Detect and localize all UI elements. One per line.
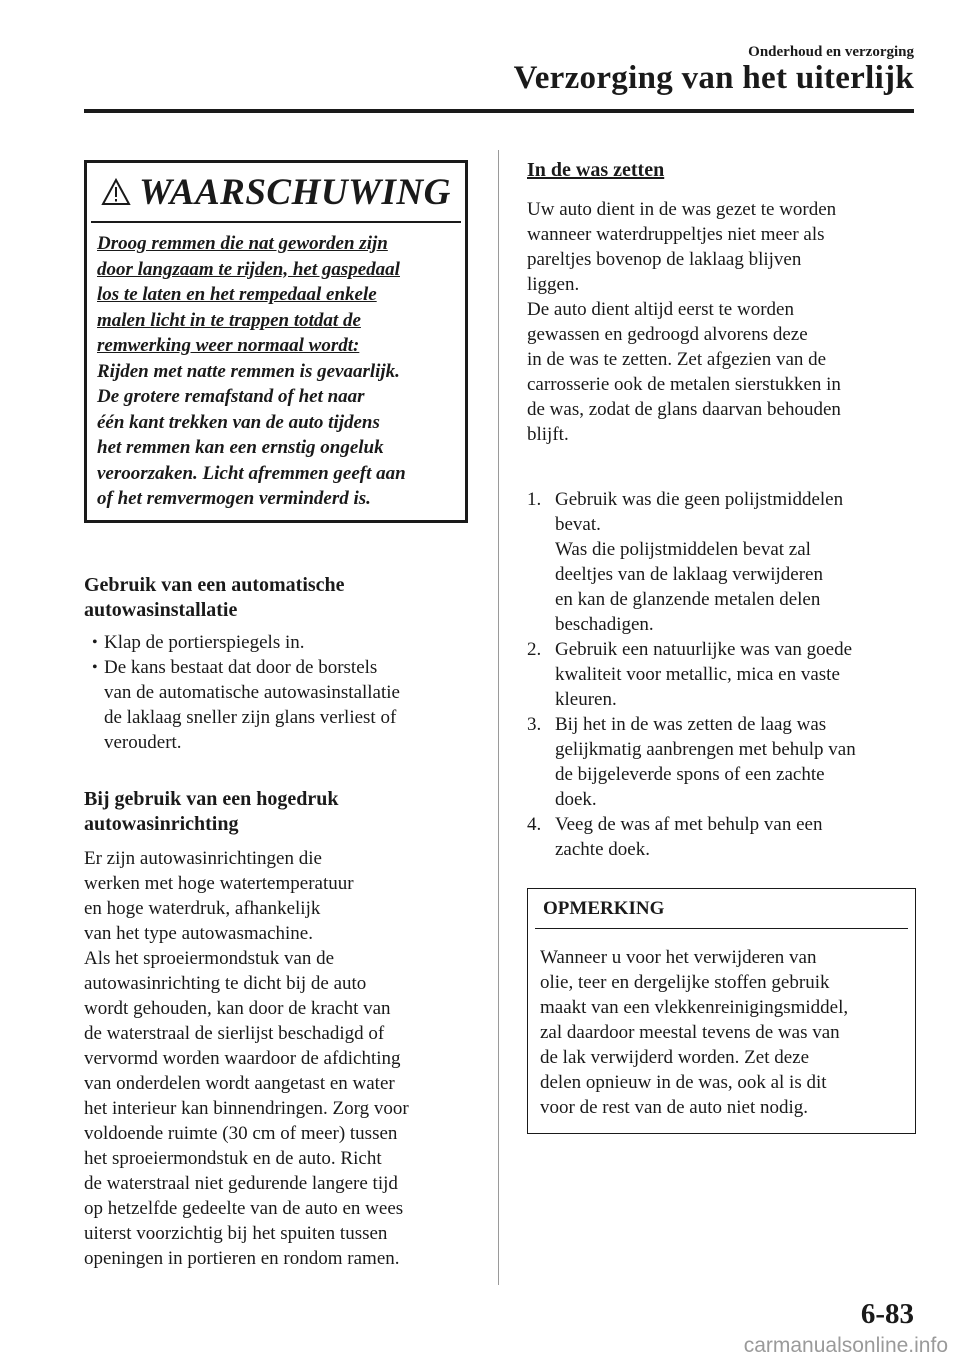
- note-line: voor de rest van de auto niet nodig.: [540, 1097, 809, 1118]
- heading-line: Bij gebruik van een hogedruk: [84, 788, 339, 810]
- watermark: carmanualsonline.info: [743, 1334, 948, 1357]
- paragraph-line: vervormd worden waardoor de afdichting: [84, 1048, 401, 1069]
- warning-line: Rijden met natte remmen is gevaarlijk.: [97, 360, 400, 382]
- warning-body: [87, 223, 465, 512]
- step-line: kwaliteit voor metallic, mica en vaste: [555, 664, 840, 685]
- paragraph-line: autowasinrichting te dicht bij de auto: [84, 973, 367, 994]
- bullet-line: veroudert.: [104, 732, 182, 753]
- list-item: [84, 630, 474, 655]
- step-line: deeltjes van de laklaag verwijderen: [555, 564, 823, 585]
- step-line: Was die polijstmiddelen bevat zal: [555, 539, 811, 560]
- paragraph-line: de was, zodat de glans daarvan behouden: [527, 399, 841, 420]
- warning-underlined-line: remwerking weer normaal wordt:: [97, 335, 360, 356]
- auto-wash-heading: [84, 573, 474, 623]
- step-line: de bijgeleverde spons of een zachte: [555, 764, 825, 785]
- paragraph-line: voldoende ruimte (30 cm of meer) tussen: [84, 1123, 398, 1144]
- paragraph-line: wordt gehouden, kan door de kracht van: [84, 998, 391, 1019]
- page-title: Verzorging van het uiterlijk: [513, 60, 914, 96]
- warning-triangle-icon: [101, 178, 131, 206]
- step-number: 1.: [527, 489, 542, 510]
- warning-line: of het remvermogen verminderd is.: [97, 488, 371, 509]
- warning-line: De grotere remafstand of het naar: [97, 386, 365, 407]
- step-line: doek.: [555, 789, 597, 810]
- paragraph-line: op hetzelfde gedeelte van de auto en wees: [84, 1198, 404, 1219]
- step-line: en kan de glanzende metalen delen: [555, 589, 821, 610]
- warning-header: [91, 163, 461, 223]
- warning-underlined-line: malen licht in te trappen totdat de: [97, 309, 361, 331]
- bullet-line: • Klap de portierspiegels in.: [104, 632, 305, 653]
- right-column: [527, 158, 917, 1134]
- warning-line: het remmen kan een ernstig ongeluk: [97, 437, 384, 458]
- step-number: 3.: [527, 714, 542, 735]
- note-line: delen opnieuw in de was, ook al is dit: [540, 1072, 827, 1093]
- note-line: olie, teer en dergelijke stoffen gebruik: [540, 972, 830, 993]
- paragraph-line: uiterst voorzichtig bij het spuiten tussen: [84, 1223, 388, 1244]
- paragraph-line: liggen.: [527, 274, 580, 295]
- warning-underlined-line: los te laten en het rempedaal enkele: [97, 284, 377, 305]
- paragraph-line: in de was te zetten. Zet afgezien van de: [527, 349, 827, 370]
- step-line: Veeg de was af met behulp van een: [555, 814, 823, 835]
- paragraph-line: van het type autowasmachine.: [84, 923, 313, 944]
- bullet-line: de laklaag sneller zijn glans verliest of: [104, 707, 397, 728]
- paragraph-line: de waterstraal de sierlijst beschadigd of: [84, 1023, 385, 1044]
- note-title: OPMERKING: [535, 889, 908, 929]
- list-item: [527, 637, 917, 712]
- warning-line: één kant trekken van de auto tijdens: [97, 411, 380, 433]
- heading-line: Gebruik van een automatische: [84, 574, 345, 596]
- auto-wash-bullets: [84, 630, 474, 755]
- step-number: 4.: [527, 814, 542, 835]
- page-number: 6-83: [860, 1298, 914, 1330]
- waxing-heading: In de was zetten: [527, 159, 665, 181]
- waxing-intro: [527, 197, 917, 447]
- step-line: Bij het in de was zetten de laag was: [555, 714, 827, 735]
- list-item: [527, 487, 917, 637]
- note-body: [528, 929, 915, 1120]
- paragraph-line: carrosserie ook de metalen sierstukken in: [527, 374, 841, 395]
- step-line: Gebruik een natuurlijke was van goede: [555, 639, 853, 660]
- paragraph-line: van onderdelen wordt aangetast en water: [84, 1073, 395, 1094]
- list-item: [527, 812, 917, 862]
- waxing-steps: [527, 487, 917, 862]
- step-number: 2.: [527, 639, 542, 660]
- paragraph-line: blijft.: [527, 424, 569, 445]
- header-rule: [84, 109, 914, 113]
- paragraph-line: werken met hoge watertemperatuur: [84, 873, 354, 894]
- warning-line: veroorzaken. Licht afremmen geeft aan: [97, 462, 406, 484]
- paragraph-line: en hoge waterdruk, afhankelijk: [84, 898, 321, 919]
- paragraph-line: De auto dient altijd eerst te worden: [527, 299, 794, 320]
- list-item: [84, 655, 474, 755]
- step-line: gelijkmatig aanbrengen met behulp van: [555, 739, 856, 760]
- list-item: [527, 712, 917, 812]
- paragraph-line: het sproeiermondstuk en de auto. Richt: [84, 1148, 382, 1169]
- step-line: kleuren.: [555, 689, 617, 710]
- step-line: zachte doek.: [555, 839, 650, 860]
- paragraph-line: Uw auto dient in de was gezet te worden: [527, 199, 837, 220]
- left-column: [84, 160, 474, 1271]
- bullet-line: • De kans bestaat dat door de borstels: [104, 657, 378, 678]
- step-line: beschadigen.: [555, 614, 654, 635]
- header-section-label: Onderhoud en verzorging: [748, 44, 914, 60]
- paragraph-line: wanneer waterdruppeltjes niet meer als: [527, 224, 825, 245]
- note-line: maakt van een vlekkenreinigingsmiddel,: [540, 997, 849, 1018]
- warning-underlined-line: door langzaam te rijden, het gaspedaal: [97, 258, 400, 280]
- paragraph-line: de waterstraal niet gedurende langere tijd: [84, 1173, 398, 1194]
- paragraph-line: pareltjes bovenop de laklaag blijven: [527, 249, 802, 270]
- note-line: zal daardoor meestal tevens de was van: [540, 1022, 840, 1043]
- note-line: Wanneer u voor het verwijderen van: [540, 947, 817, 968]
- high-pressure-text: [84, 846, 474, 1271]
- high-pressure-heading: [84, 787, 474, 837]
- column-divider: [498, 150, 499, 1285]
- paragraph-line: Als het sproeiermondstuk van de: [84, 948, 335, 969]
- step-line: bevat.: [555, 514, 601, 535]
- warning-underlined-line: Droog remmen die nat geworden zijn: [97, 233, 388, 254]
- paragraph-line: openingen in portieren en rondom ramen.: [84, 1248, 400, 1269]
- paragraph-line: het interieur kan binnendringen. Zorg voor: [84, 1098, 409, 1119]
- note-box: [527, 888, 916, 1134]
- warning-title: WAARSCHUWING: [139, 171, 451, 213]
- paragraph-line: Er zijn autowasinrichtingen die: [84, 848, 322, 869]
- heading-line: autowasinrichting: [84, 813, 239, 835]
- step-line: Gebruik was die geen polijstmiddelen: [555, 489, 844, 510]
- warning-box: [84, 160, 468, 523]
- paragraph-line: gewassen en gedroogd alvorens deze: [527, 324, 808, 345]
- bullet-line: van de automatische autowasinstallatie: [104, 682, 400, 703]
- note-line: de lak verwijderd worden. Zet deze: [540, 1047, 810, 1068]
- heading-line: autowasinstallatie: [84, 599, 238, 621]
